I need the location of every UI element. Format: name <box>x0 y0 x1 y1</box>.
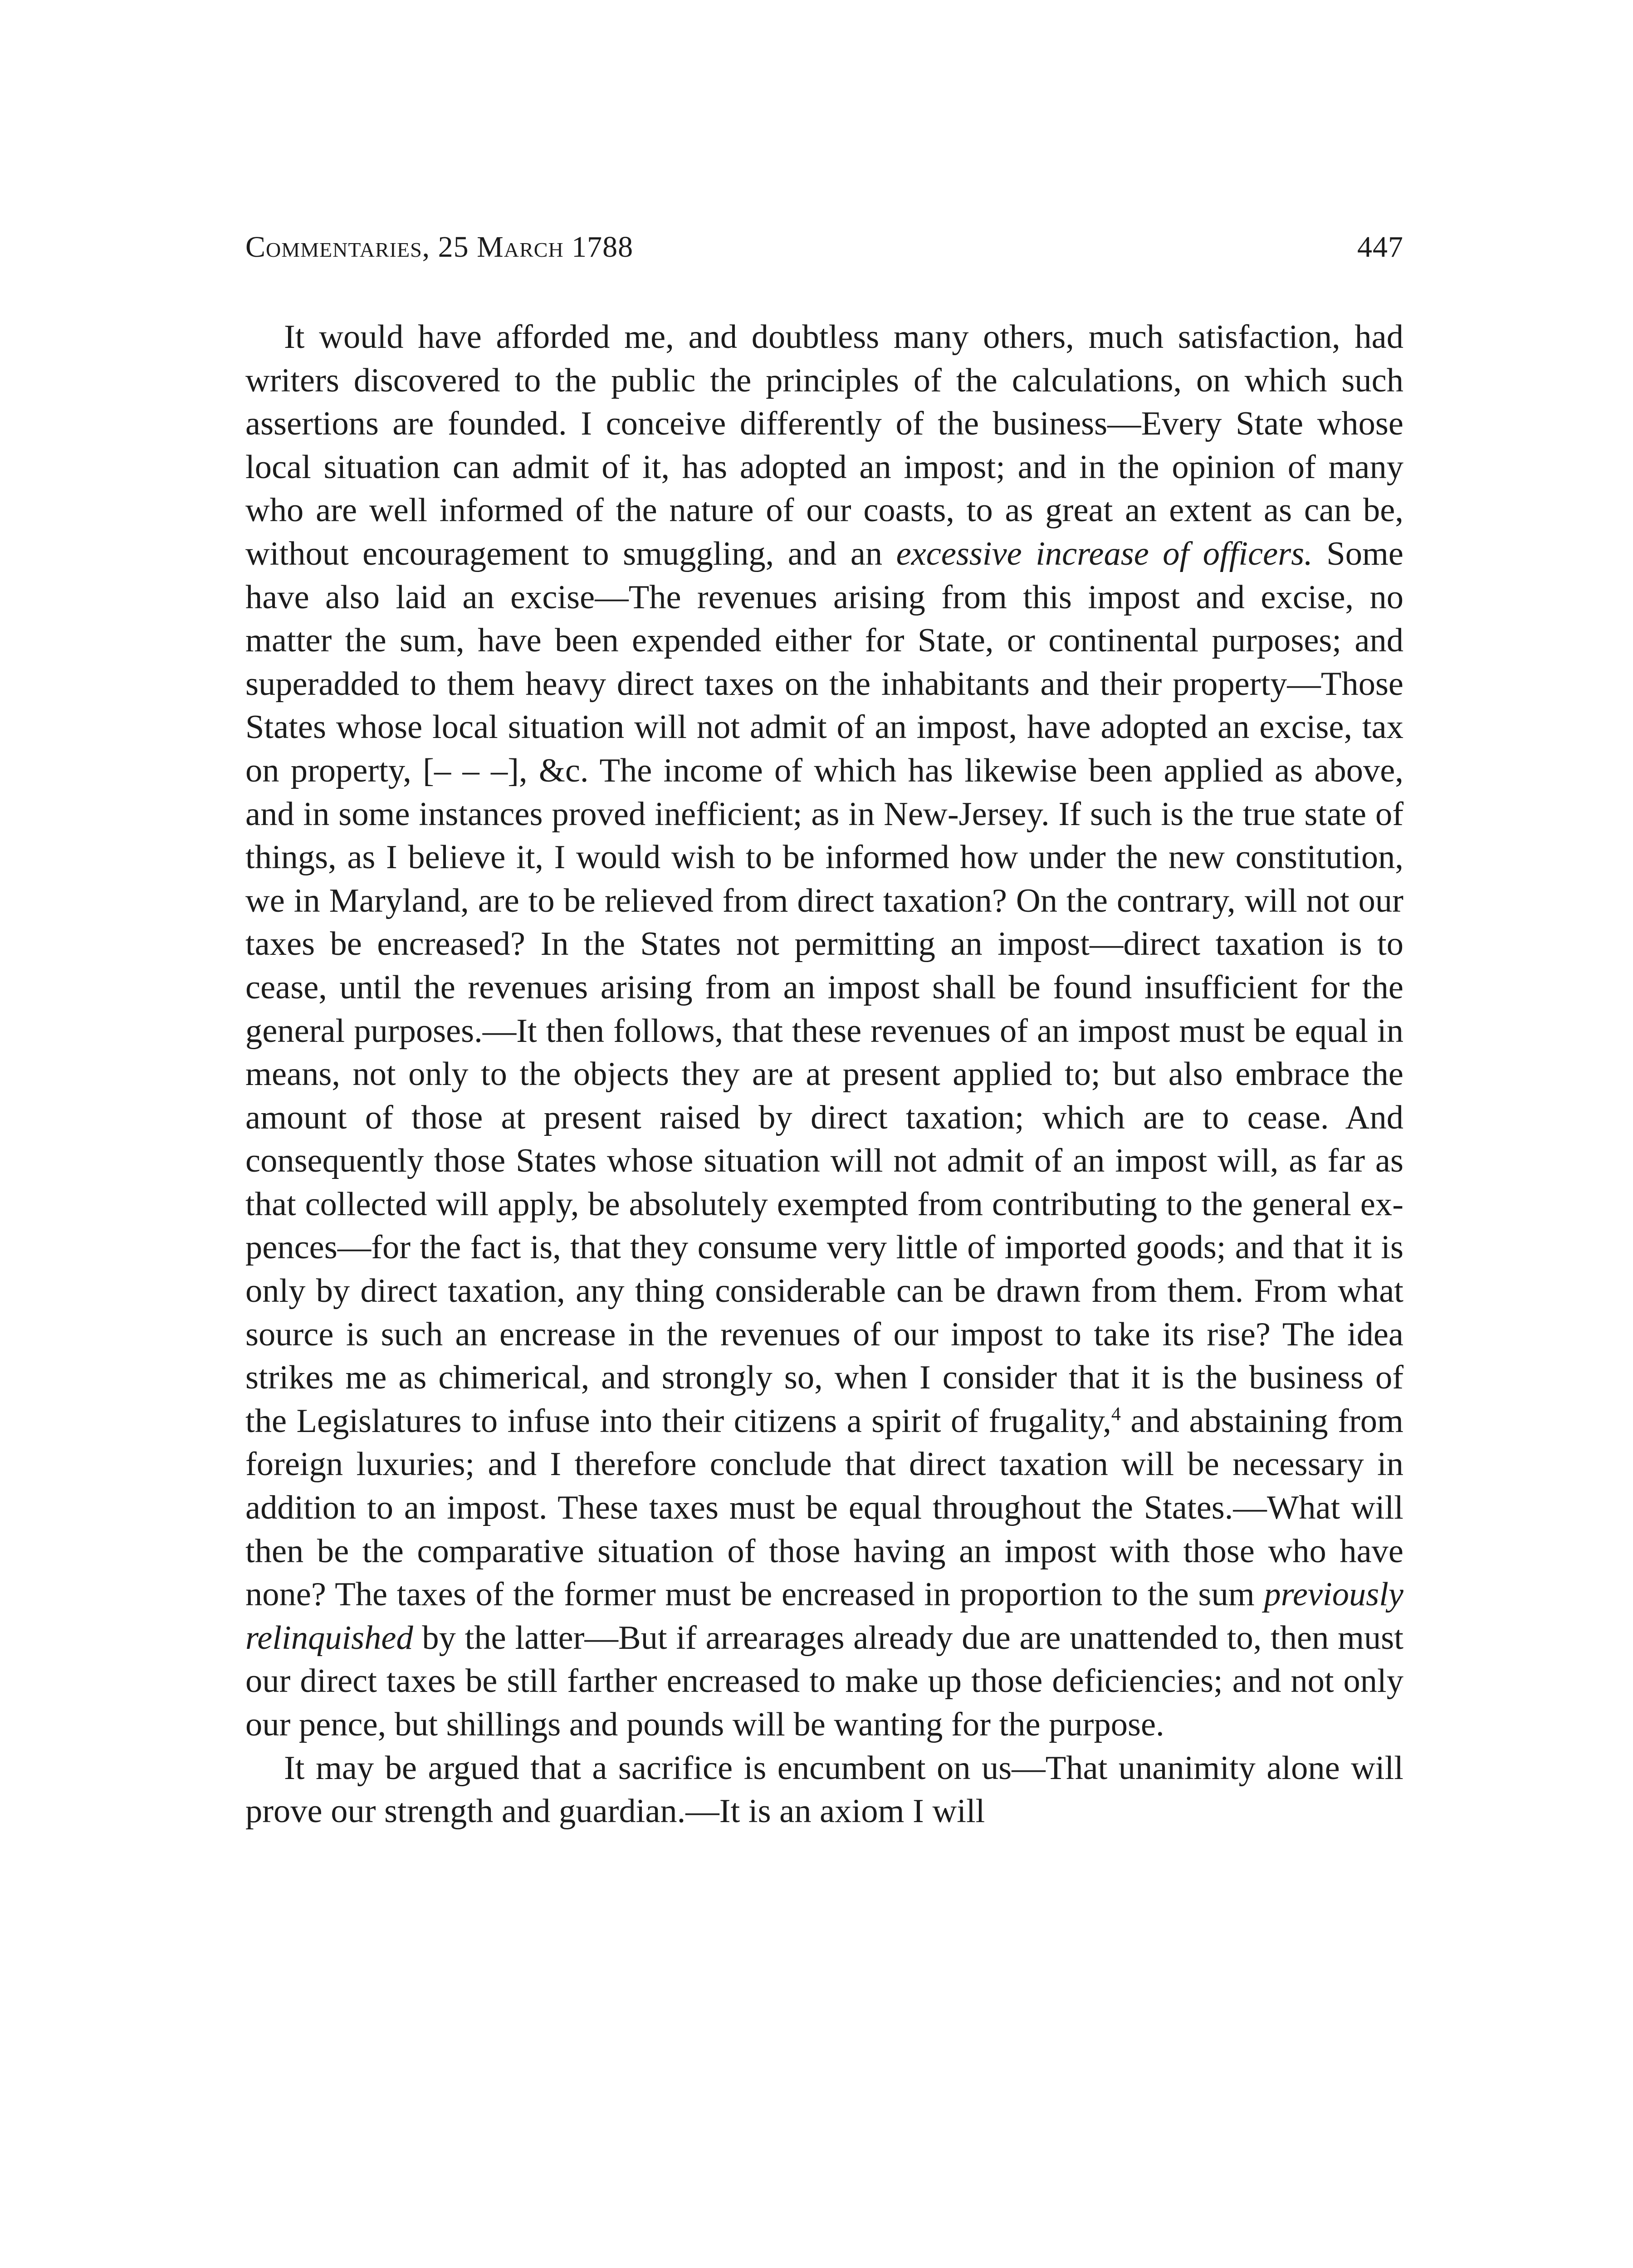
italic-phrase-relinquished: previously relinquished <box>245 1576 1403 1657</box>
paragraph-2: It may be argued that a sacrifice is encumbent on us—That unanimity alone will prove our strength and guardian.—It is an axiom I will <box>245 1749 1403 1830</box>
running-title: Commentaries, 25 March 1788 <box>245 230 634 264</box>
italic-phrase-officers: excessive increase of officers. <box>896 535 1313 572</box>
body-text <box>245 316 1403 1833</box>
paragraph-1-part-2: Some have also laid an excise—The revenues arising from this impost and excise, no matter the sum, have been expended either for State, or continental purposes; and superadded to them heavy direct taxes on the inhabitants and their property—Those States whose local situation will not admit of an impost, have adopted an excise, tax on property, [– – –], &c. The income of which has likewise been applied as above, and in some instances proved inefficient; as in New-Jersey. If such is the true state of things, as I believe it, I would wish to be informed how under the new constitution, we in Maryland, are to be relieved from direct taxation? On the contrary, will not our taxes be encreased? In the States not permitting an impost—direct taxation is to cease, until the revenues arising from an impost shall be found insufficient for the general purposes.—It then follows, that these revenues of an impost must be equal in means, not only to the objects they are at present applied to; but also embrace the amount of those at present raised by direct taxation; which are to cease. And consequently those States whose situation will not admit of an impost will, as far as that collected will apply, be absolutely exempted from contributing to the general expences—for the fact is, that they consume very little of imported goods; and that it is only by direct taxation, any thing considerable can be drawn from them. From what source is such an encrease in the revenues of our impost to take its rise? The idea strikes me as chimerical, and strongly so, when I consider that it is the business of the Legislatures to infuse into their citizens a spirit of frugality, <box>245 535 1403 1440</box>
running-head <box>245 227 1403 277</box>
paragraph-1 <box>245 316 1403 1747</box>
footnote-ref-4: 4 <box>1111 1404 1121 1425</box>
page-number: 447 <box>1357 230 1403 264</box>
paragraph-1-part-1: It would have afforded me, and doubtless many others, much satisfaction, had writers discovered to the public the principles of the calculations, on which such assertions are founded. I conceive differently of the business—Every State whose local situation can admit of it, has adopted an impost; and in the opinion of many who are well informed of the nature of our coasts, to as great an extent as can be, without encouragement to smuggling, and an <box>245 318 1403 572</box>
paragraph-1-part-3: and abstaining from foreign luxuries; and I therefore conclude that direct taxation will be necessary in addition to an impost. These taxes must be equal throughout the States.—What will then be the comparative situation of those having an impost with those who have none? The taxes of the former must be encreased in proportion to the sum <box>245 1402 1403 1613</box>
paragraph-1-part-4: by the latter—But if arrearages already due are unattended to, then must our direct taxes be still farther encreased to make up those deficiencies; and not only our pence, but shillings and pounds will be wanting for the purpose. <box>245 1619 1403 1743</box>
